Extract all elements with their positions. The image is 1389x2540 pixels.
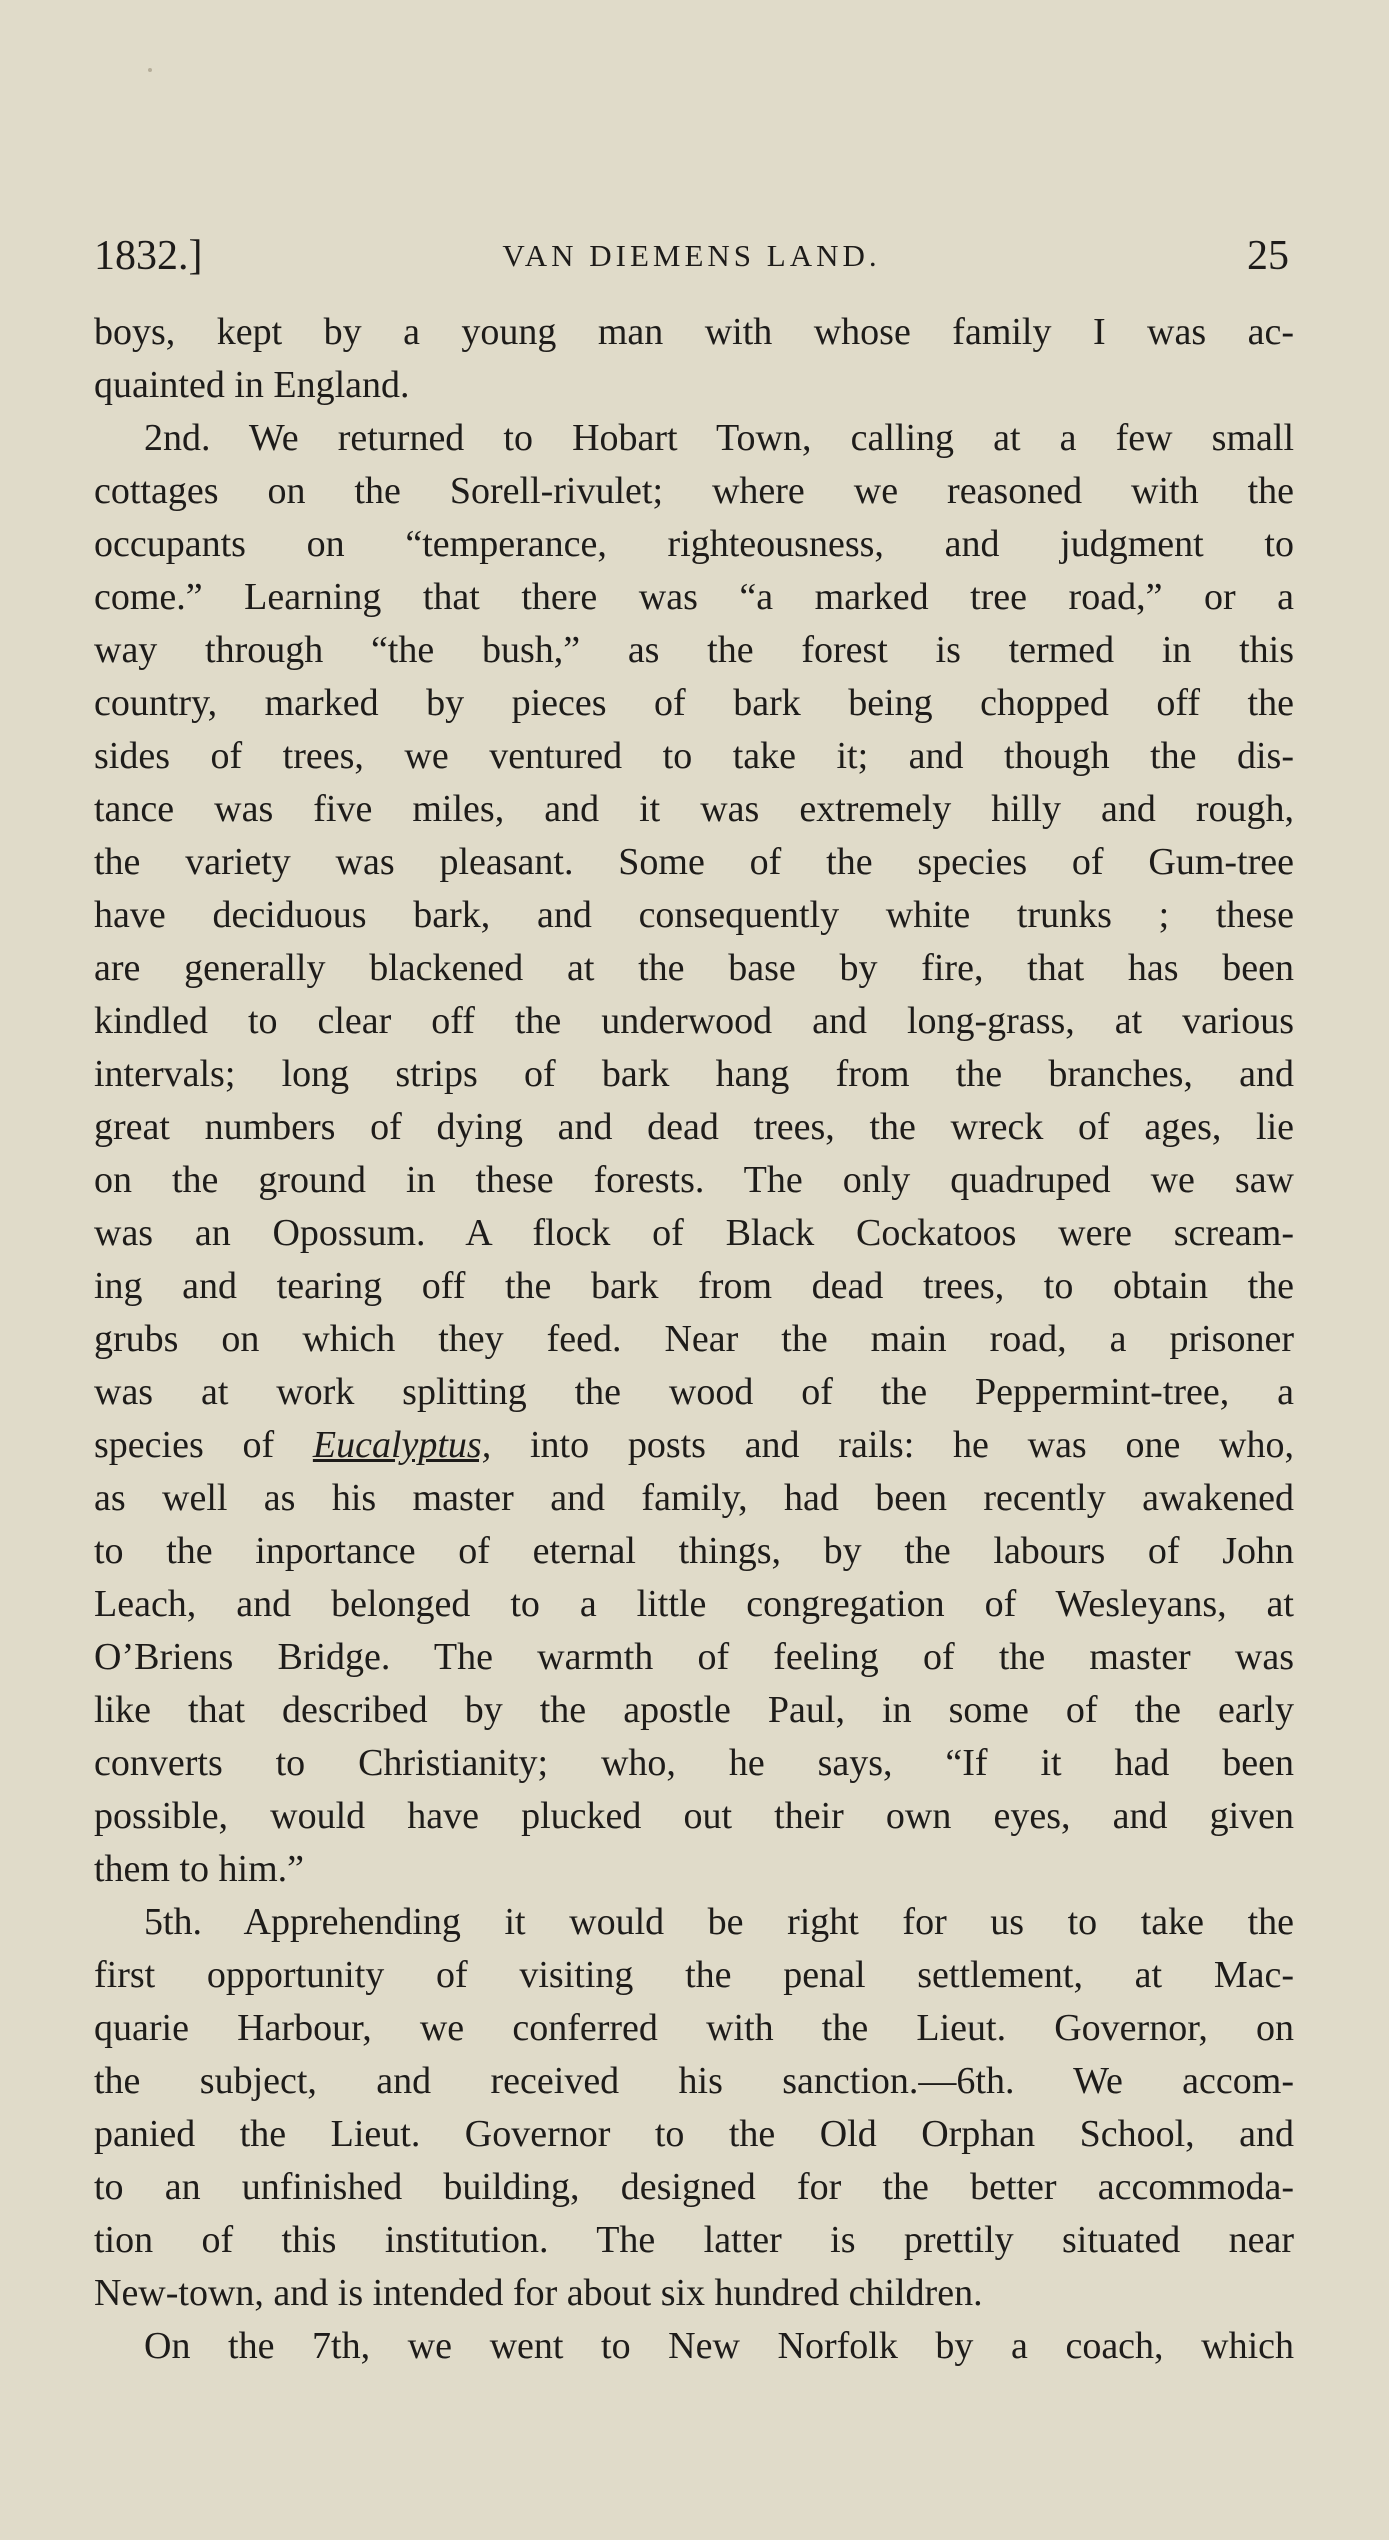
text-line: come.” Learning that there was “a marked tree road,” or a [94,576,1294,618]
running-title: VAN DIEMENS LAND. [502,238,881,273]
text-line: the subject, and received his sanction.—6th. We accom- [94,2060,1294,2102]
text-line: sides of trees, we ventured to take it; and though the dis- [94,735,1294,777]
text-line: O’Briens Bridge. The warmth of feeling of the master was [94,1636,1294,1678]
text-line: on the ground in these forests. The only quadruped we saw [94,1159,1294,1201]
text-line: the variety was pleasant. Some of the species of Gum-tree [94,841,1294,883]
text-line: cottages on the Sorell-rivulet; where we reasoned with the [94,470,1294,512]
text-line: great numbers of dying and dead trees, the wreck of ages, lie [94,1106,1294,1148]
text-line: tion of this institution. The latter is prettily situated near [94,2219,1294,2261]
text-segment: into posts and rails: he was one who, [491,1424,1295,1466]
text-line: panied the Lieut. Governor to the Old Orphan School, and [94,2113,1294,2155]
text-line: boys, kept by a young man with whose family I was ac- [94,311,1294,353]
text-line: tance was five miles, and it was extremely hilly and rough, [94,788,1294,830]
text-line: first opportunity of visiting the penal settlement, at Mac- [94,1954,1294,1996]
text-line: was at work splitting the wood of the Peppermint-tree, a [94,1371,1294,1413]
text-line: Leach, and belonged to a little congregation of Wesleyans, at [94,1583,1294,1625]
text-segment: species of [94,1424,313,1466]
text-line: 5th. Apprehending it would be right for us to take the [144,1901,1294,1943]
text-line: possible, would have plucked out their own eyes, and given [94,1795,1294,1837]
ink-speck [148,68,152,72]
text-line: was an Opossum. A flock of Black Cockatoos were scream- [94,1212,1294,1254]
text-line: On the 7th, we went to New Norfolk by a coach, which [144,2325,1294,2367]
text-line: like that described by the apostle Paul, in some of the early [94,1689,1294,1731]
text-line: New-town, and is intended for about six hundred children. [94,2272,983,2314]
text-line: to the inportance of eternal things, by the labours of John [94,1530,1294,1572]
text-line: quarie Harbour, we conferred with the Lieut. Governor, on [94,2007,1294,2049]
text-line: 2nd. We returned to Hobart Town, calling at a few small [144,417,1294,459]
text-line: intervals; long strips of bark hang from the branches, and [94,1053,1294,1095]
italic-term: Eucalyptus, [312,1424,492,1466]
text-line: way through “the bush,” as the forest is termed in this [94,629,1294,671]
page-number: 25 [1247,233,1289,279]
text-line: quainted in England. [94,364,410,406]
text-line: ing and tearing off the bark from dead trees, to obtain the [94,1265,1294,1307]
text-line: kindled to clear off the underwood and long-grass, at various [94,1000,1294,1042]
text-line: have deciduous bark, and consequently white trunks ; these [94,894,1294,936]
text-line: as well as his master and family, had been recently awakened [94,1477,1294,1519]
text-line: them to him.” [94,1848,305,1890]
text-line: are generally blackened at the base by fire, that has been [94,947,1294,989]
body-text [94,306,1294,2373]
text-line: to an unfinished building, designed for the better accommoda- [94,2166,1294,2208]
text-line: country, marked by pieces of bark being chopped off the [94,682,1294,724]
running-header [94,232,1289,280]
running-year: 1832.] [94,233,203,279]
text-line [94,1419,1294,1472]
text-line: occupants on “temperance, righteousness, and judgment to [94,523,1294,565]
text-line: grubs on which they feed. Near the main road, a prisoner [94,1318,1294,1360]
text-line: converts to Christianity; who, he says, “If it had been [94,1742,1294,1784]
